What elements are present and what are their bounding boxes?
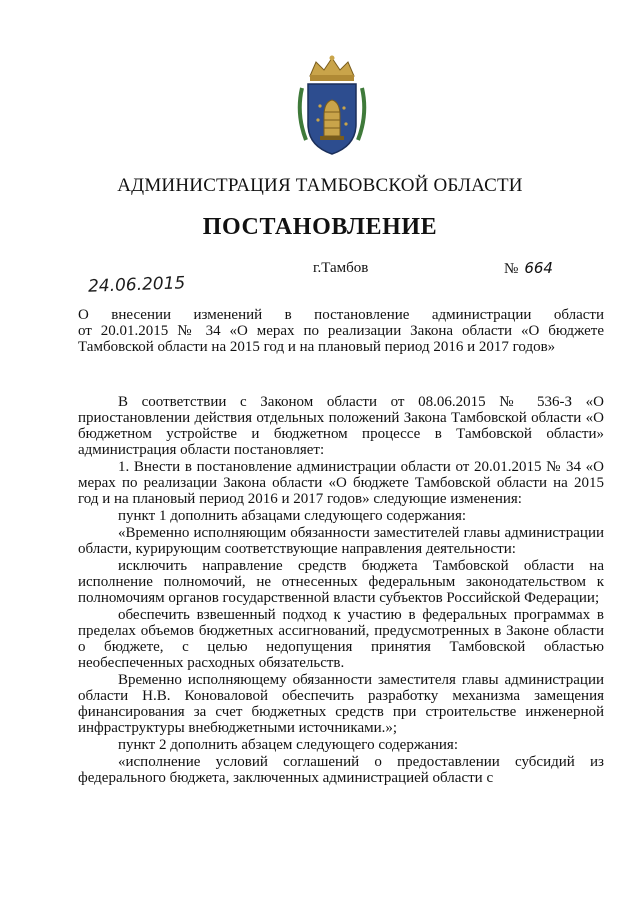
- title-line: О внесении изменений в постановление администрации области: [78, 307, 604, 323]
- document-title: [78, 307, 604, 355]
- document-city: г.Тамбов: [313, 260, 369, 276]
- body-paragraph: пункт 2 дополнить абзацем следующего содержания:: [118, 737, 458, 753]
- document-body: [78, 394, 604, 787]
- document-number: [504, 259, 553, 278]
- number-label: №: [504, 261, 519, 277]
- body-paragraph: В соответствии с Законом области от 08.06.2015 № 536-З «О приостановлении действия отдельных положений Закона Тамбовской области «О бюджетном устройстве и бюджетном процессе в Тамбовской области» администрация области постановляет:: [78, 394, 604, 458]
- body-paragraph: обеспечить взвешенный подход к участию в федеральных программах в пределах объемов бюджетных ассигнований, предусмотренных в Законе области о бюджете, с целью недопущения принятия Тамбовской областью необеспеченных расходных обязательств.: [78, 607, 604, 671]
- document-date: 24.06.2015: [87, 273, 186, 297]
- number-value: 664: [524, 259, 553, 277]
- body-paragraph: 1. Внести в постановление администрации области от 20.01.2015 № 34 «О мерах по реализации Закона области «О бюджете Тамбовской области на 2015 год и на плановый период 2016 и 2017 годов» следующие изменения:: [78, 459, 604, 507]
- body-paragraph: «Временно исполняющим обязанности заместителей главы администрации области, курирующим соответствующие направления деятельности:: [78, 525, 604, 557]
- title-line: Тамбовской области на 2015 год и на плановый период 2016 и 2017 годов»: [78, 339, 556, 355]
- document-type: ПОСТАНОВЛЕНИЕ: [202, 214, 438, 240]
- body-paragraph: Временно исполняющему обязанности заместителя главы администрации области Н.В. Коноваловой обеспечить разработку механизма замещения финансирования за счет бюджетных средств при строительстве инженерной инфраструктуры внебюджетными источниками.»;: [78, 672, 604, 736]
- body-paragraph: «исполнение условий соглашений о предоставлении субсидий из федерального бюджета, заключенных администрацией области с: [78, 754, 604, 786]
- body-paragraph: пункт 1 дополнить абзацами следующего содержания:: [118, 508, 467, 524]
- coat-of-arms-icon: [296, 54, 368, 158]
- title-line: от 20.01.2015 № 34 «О мерах по реализации Закона области «О бюджете: [78, 323, 604, 339]
- organization-name: АДМИНИСТРАЦИЯ ТАМБОВСКОЙ ОБЛАСТИ: [117, 175, 523, 196]
- body-paragraph: исключить направление средств бюджета Тамбовской области на исполнение полномочий, не отнесенных федеральным законодательством к полномочиям органов государственной власти субъектов Российской Федерации;: [78, 558, 604, 606]
